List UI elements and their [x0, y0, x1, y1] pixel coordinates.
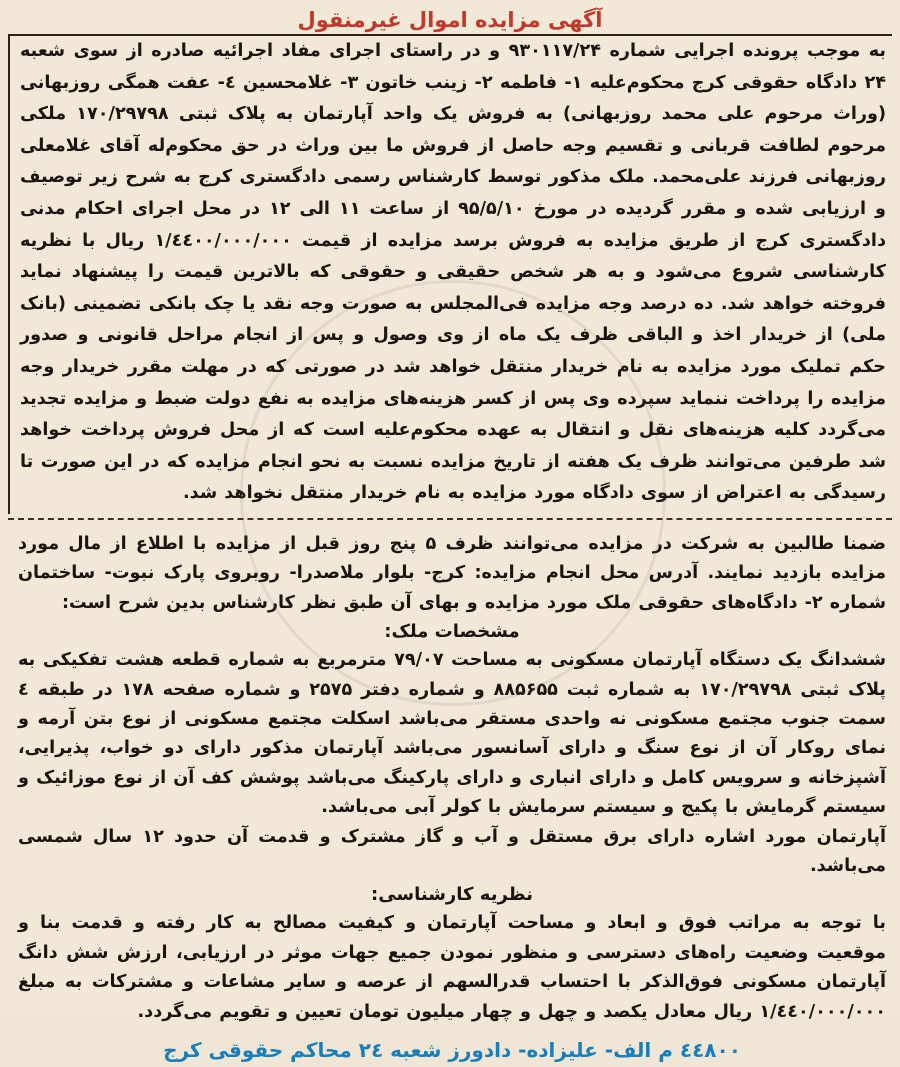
expert-paragraph: با توجه به مراتب فوق و ابعاد و مساحت آپارتمان و کیفیت مصالح به کار رفته و قدمت بنا و موقعیت وضعیت راه‌های دسترسی و منظور نمودن جمیع جهات موثر در ارزیابی، ارزش شش دانگ آپارتمان مسکونی فوق‌الذکر با احتساب قدرالسهم از عرصه و سایر مشاعات و مشترکات به مبلغ ۱/٤٤۰/۰۰۰/۰۰۰ ریال معادل یکصد و چهل و چهار میلیون تومان تعیین و تقویم می‌گردد.: [18, 913, 886, 1022]
notice-main-box: [8, 34, 892, 514]
specs-paragraph-2: آپارتمان مورد اشاره دارای برق مستقل و آب و گاز مشترک و قدمت آن حدود ۱۲ سال شمسی می‌باشد.: [18, 826, 886, 876]
visit-paragraph: ضمنا طالبین به شرکت در مزایده می‌توانند ظرف ۵ پنج روز قبل از مزایده با اطلاع از مال مورد مزایده بازدید نمایند. آدرس محل انجام مزایده: کرج- بلوار ملاصدرا- روبروی پارک نبوت- ساختمان شماره ۲- دادگاه‌های حقوقی ملک مورد مزایده و بهای آن طبق نظر کارشناس بدین شرح است:: [18, 533, 886, 613]
signature-line: ٤٤٨۰۰ م الف- علیزاده- دادورز شعبه ۲٤ محاکم حقوقی کرج: [163, 1038, 741, 1062]
expert-heading: نظریه کارشناسی:: [371, 884, 533, 906]
notice-paragraph-1: به موجب پرونده اجرایی شماره ۹۳۰۱۱۷/۲۴ و در راستای اجرای مفاد اجرائیه صادره از سوی شعبه ۲۴ دادگاه حقوقی کرج محکوم‌علیه ۱- فاطمه ۲- زینب خاتون ۳- غلامحسین ٤- عفت همگی روزبهانی (وراث مرحوم علی محمد روزبهانی) به فروش یک واحد آپارتمان به پلاک ثبتی ۱۷۰/۲۹۷۹۸ ملکی مرحوم لطافت قربانی و تقسیم وجه حاصل از فروش ما بین وراث در حق محکوم‌له آقای غلامعلی روزبهانی فرزند علی‌محمد. ملک مذکور توسط کارشناس رسمی دادگستری کرج به شرح زیر توصیف و ارزیابی شده و مقرر گردیده در مورخ ۹۵/۵/۱۰ از ساعت ۱۱ الی ۱۲ در محل اجرای احکام مدنی دادگستری کرج از طریق مزایده به فروش برسد مزایده از قیمت ۱/٤٤٠۰/۰۰۰/۰۰۰ ریال با نظریه کارشناسی شروع می‌شود و به هر شخص حقیقی و حقوقی که بالاترین قیمت را پیشنهاد نماید فروخته خواهد شد. ده درصد وجه مزایده فی‌المجلس به صورت وجه نقد یا چک بانکی تضمینی (بانک ملی) از خریدار اخذ و الباقی ظرف یک ماه از وی وصول و پس از انجام مراحل قانونی و صدور حکم تملیک مورد مزایده به نام خریدار منتقل خواهد شد در صورتی که در مهلت مقرر خریدار وجه مزایده را پرداخت ننماید سپرده وی پس از کسر هزینه‌های مزایده به نفع دولت ضبط و مزایده تجدید می‌گردد کلیه هزینه‌های نقل و انتقال به عهده محکوم‌علیه است که از محل فروش پرداخت خواهد شد طرفین می‌توانند ظرف یک هفته از تاریخ مزایده نسبت به نحو انجام مزایده که در این صورت تا رسیدگی به اعتراض از سوی دادگاه مورد مزایده به نام خریدار منتقل نخواهد شد.: [20, 41, 886, 504]
specs-heading: مشخصات ملک:: [384, 621, 520, 643]
notice-details-box: [8, 520, 892, 1067]
notice-title: آگهی مزایده اموال غیرمنقول: [297, 8, 603, 32]
specs-paragraph: ششدانگ یک دستگاه آپارتمان مسکونی به مساحت ۷۹/۰۷ مترمربع به شماره قطعه هشت تفکیکی به پلاک ثبتی ۱۷۰/۲۹۷۹۸ به شماره ثبت ۸۸۵۶۵۵ و شماره دفتر ۲۵۷۵ و شماره صفحه ۱۷۸ در طبقه ٤ سمت جنوب مجتمع مسکونی نه واحدی مستقر می‌باشد اسکلت مجتمع مسکونی از نوع بتن آرمه و نمای روکار آن از نوع سنگ و دارای آسانسور می‌باشد آپارتمان مذکور دارای دو خواب، پذیرایی، آشپزخانه و سرویس کامل و دارای انباری و دارای پارکینگ می‌باشد پوشش کف آن از نوع موزائیک و سیستم گرمایش با پکیج و سیستم سرمایش با کولر آبی می‌باشد.: [18, 650, 886, 818]
